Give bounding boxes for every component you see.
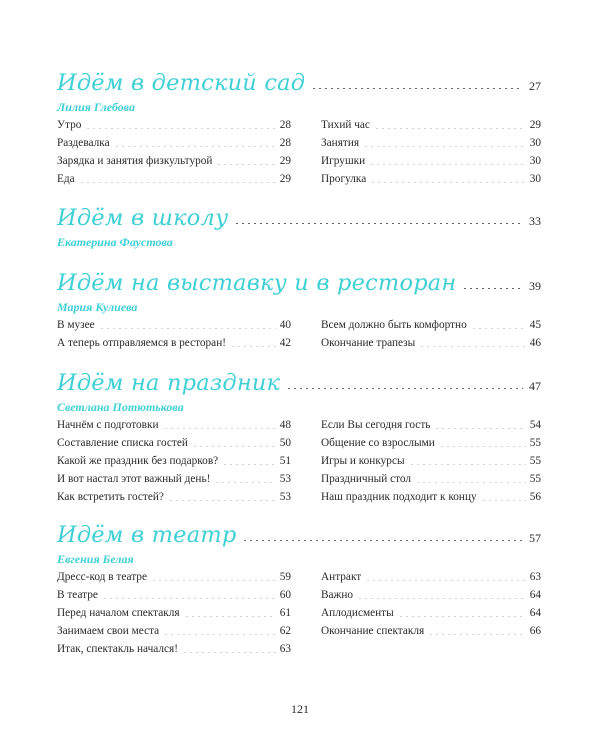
toc-entry[interactable]	[321, 622, 541, 640]
toc-entry[interactable]	[57, 470, 291, 488]
entry-title: Еда	[57, 173, 75, 185]
entry-page-number: 28	[279, 119, 291, 131]
entry-title: Важно	[321, 589, 354, 601]
toc-entry[interactable]	[57, 604, 291, 622]
entry-page-number: 66	[529, 625, 541, 637]
entry-page-number: 62	[279, 625, 291, 637]
entry-page-number: 40	[279, 319, 291, 331]
section-title: Идём в театр	[57, 522, 237, 548]
entry-page-number: 53	[279, 473, 291, 485]
entry-title: Общение со взрослыми	[321, 437, 435, 449]
entry-page-number: 55	[529, 473, 541, 485]
dot-leader	[409, 464, 526, 465]
entry-title: Аплодисменты	[321, 607, 394, 619]
section-page-number: 39	[529, 279, 541, 293]
entry-page-number: 50	[279, 437, 291, 449]
section-heading[interactable]	[57, 520, 541, 550]
entry-title: Антракт	[321, 571, 362, 583]
entry-title: Тихий час	[321, 119, 370, 131]
toc-entry[interactable]	[57, 622, 291, 640]
dot-leader	[234, 223, 523, 224]
entry-page-number: 30	[529, 137, 541, 149]
entry-page-number: 46	[529, 337, 541, 349]
entry-title: Итак, спектакль начался!	[57, 643, 179, 655]
dot-leader	[357, 598, 526, 599]
dot-leader	[370, 182, 525, 183]
entry-title: Занятия	[321, 137, 360, 149]
section-title: Идём на праздник	[57, 370, 281, 396]
section-title: Идём на выставку и в ресторан	[57, 270, 457, 296]
toc-entry[interactable]	[321, 116, 541, 134]
toc-entry[interactable]	[57, 152, 291, 170]
entry-title: Составление списка гостей	[57, 437, 188, 449]
dot-leader	[365, 580, 525, 581]
entry-page-number: 56	[529, 491, 541, 503]
section-page-number: 27	[529, 79, 541, 93]
entry-title: Дресс-код в театре	[57, 571, 147, 583]
dot-leader	[222, 464, 276, 465]
entry-title: И вот настал этот важный день!	[57, 473, 211, 485]
toc-entry[interactable]	[321, 416, 541, 434]
section-page-number: 33	[529, 214, 541, 228]
dot-leader	[192, 446, 276, 447]
entry-page-number: 48	[279, 419, 291, 431]
toc-entry[interactable]	[57, 452, 291, 470]
dot-leader	[230, 346, 276, 347]
toc-entry[interactable]	[321, 316, 541, 334]
entry-title: Начнём с подготовки	[57, 419, 159, 431]
entry-page-number: 45	[529, 319, 541, 331]
entry-title: Всем должно быть комфортно	[321, 319, 467, 331]
entry-page-number: 55	[529, 437, 541, 449]
entry-title: Прогулка	[321, 173, 367, 185]
section-author: Мария Кулиева	[57, 300, 138, 314]
entry-title: В музее	[57, 319, 95, 331]
dot-leader	[168, 500, 276, 501]
dot-leader	[481, 500, 526, 501]
dot-leader	[79, 182, 276, 183]
entry-page-number: 63	[529, 571, 541, 583]
toc-entry[interactable]	[321, 586, 541, 604]
toc-entry[interactable]	[321, 434, 541, 452]
entry-title: Перед началом спектакля	[57, 607, 180, 619]
section-heading[interactable]	[57, 268, 541, 298]
dot-leader	[415, 482, 526, 483]
dot-leader	[374, 128, 526, 129]
entry-title: Какой же праздник без подарков?	[57, 455, 219, 467]
entry-title: Раздевалка	[57, 137, 110, 149]
section-page-number: 57	[529, 531, 541, 545]
dot-leader	[114, 146, 276, 147]
toc-entry[interactable]	[57, 116, 291, 134]
toc-entry[interactable]	[321, 604, 541, 622]
section-author: Лилия Глебова	[57, 100, 135, 114]
entry-page-number: 61	[279, 607, 291, 619]
dot-leader	[216, 164, 275, 165]
dot-leader	[102, 598, 276, 599]
entry-title: Как встретить гостей?	[57, 491, 164, 503]
toc-entry[interactable]	[57, 170, 291, 188]
dot-leader	[369, 164, 526, 165]
dot-leader	[471, 328, 526, 329]
toc-entry[interactable]	[321, 152, 541, 170]
entry-title: Игры и конкурсы	[321, 455, 405, 467]
entry-title: Окончание трапезы	[321, 337, 416, 349]
dot-leader	[419, 346, 525, 347]
section-heading[interactable]	[57, 368, 541, 398]
dot-leader	[214, 482, 275, 483]
entry-page-number: 30	[529, 155, 541, 167]
toc-entry[interactable]	[321, 334, 541, 352]
entry-page-number: 29	[279, 155, 291, 167]
toc-entry[interactable]	[57, 434, 291, 452]
section-author: Екатерина Фаустова	[57, 235, 173, 249]
dot-leader	[311, 88, 523, 89]
page-number: 121	[291, 702, 309, 716]
section-page-number: 47	[529, 379, 541, 393]
toc-entry[interactable]	[57, 488, 291, 506]
toc-entry[interactable]	[321, 470, 541, 488]
section-title: Идём в школу	[57, 205, 229, 231]
toc-entry[interactable]	[57, 568, 291, 586]
entry-page-number: 53	[279, 491, 291, 503]
dot-leader	[398, 616, 526, 617]
section-title: Идём в детский сад	[57, 70, 306, 96]
dot-leader	[85, 128, 275, 129]
toc-entry[interactable]	[57, 640, 291, 658]
entry-title: Наш праздник подходит к концу	[321, 491, 477, 503]
dot-leader	[184, 616, 276, 617]
dot-leader	[242, 540, 523, 541]
entry-title: Зарядка и занятия физкультурой	[57, 155, 213, 167]
toc-entry[interactable]	[57, 316, 291, 334]
entry-page-number: 60	[279, 589, 291, 601]
section-heading[interactable]	[57, 68, 541, 98]
entry-page-number: 64	[529, 589, 541, 601]
dot-leader	[462, 288, 523, 289]
toc-entry[interactable]	[321, 170, 541, 188]
toc-entry[interactable]	[57, 416, 291, 434]
entry-title: Занимаем свои места	[57, 625, 160, 637]
toc-entry[interactable]	[321, 452, 541, 470]
entry-page-number: 30	[529, 173, 541, 185]
entry-page-number: 54	[529, 419, 541, 431]
toc-entry[interactable]	[321, 568, 541, 586]
table-of-contents	[57, 0, 541, 750]
section-heading[interactable]	[57, 203, 541, 233]
toc-entry[interactable]	[57, 334, 291, 352]
dot-leader	[363, 146, 526, 147]
dot-leader	[428, 634, 525, 635]
entry-title: Если Вы сегодня гость	[321, 419, 431, 431]
entry-page-number: 29	[279, 173, 291, 185]
dot-leader	[286, 388, 523, 389]
entry-page-number: 63	[279, 643, 291, 655]
entry-page-number: 29	[529, 119, 541, 131]
dot-leader	[163, 634, 276, 635]
entry-title: В театре	[57, 589, 98, 601]
entry-title: Праздничный стол	[321, 473, 412, 485]
entry-page-number: 59	[279, 571, 291, 583]
entry-title: Окончание спектакля	[321, 625, 425, 637]
dot-leader	[434, 428, 525, 429]
dot-leader	[439, 446, 526, 447]
toc-entry[interactable]	[321, 488, 541, 506]
entry-page-number: 55	[529, 455, 541, 467]
entry-page-number: 64	[529, 607, 541, 619]
entry-page-number: 28	[279, 137, 291, 149]
section-author: Евгения Белая	[57, 552, 134, 566]
toc-entry[interactable]	[321, 134, 541, 152]
toc-entry[interactable]	[57, 586, 291, 604]
entry-page-number: 42	[279, 337, 291, 349]
entry-title: Утро	[57, 119, 82, 131]
dot-leader	[99, 328, 276, 329]
dot-leader	[182, 652, 276, 653]
dot-leader	[163, 428, 276, 429]
dot-leader	[151, 580, 276, 581]
entry-title: Игрушки	[321, 155, 366, 167]
entry-title: А теперь отправляемся в ресторан!	[57, 337, 227, 349]
entry-page-number: 51	[279, 455, 291, 467]
section-author: Светлана Потютькова	[57, 400, 184, 414]
toc-entry[interactable]	[57, 134, 291, 152]
